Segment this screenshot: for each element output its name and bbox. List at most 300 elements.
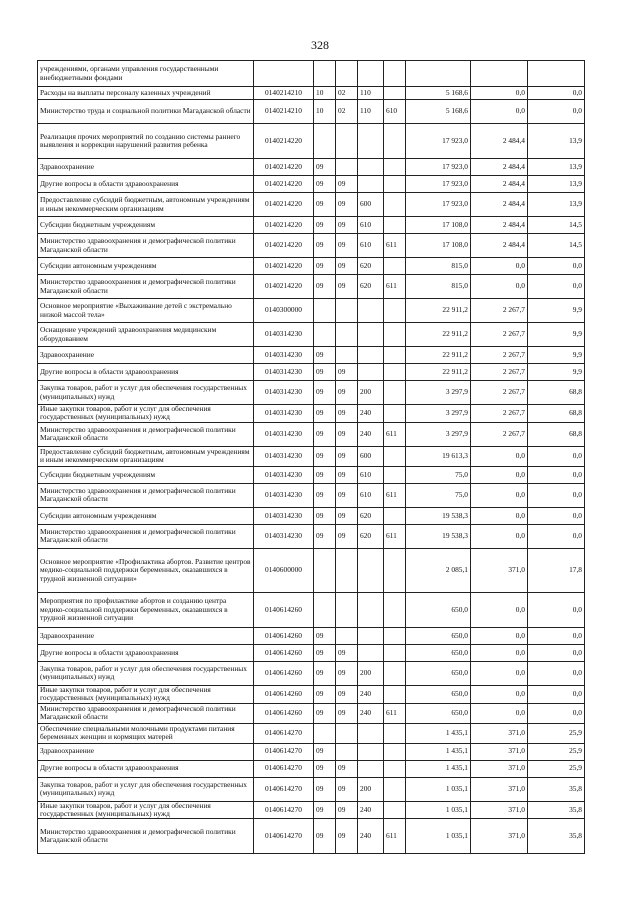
table-row bbox=[38, 507, 585, 524]
expense-type-code-cell bbox=[358, 347, 384, 364]
administrator-code-cell bbox=[384, 347, 406, 364]
percent-executed-cell: 13,9 bbox=[528, 176, 585, 193]
plan-amount-cell: 2 085,1 bbox=[406, 548, 471, 592]
target-code-cell: 0140600000 bbox=[254, 548, 314, 592]
actual-amount-cell: 0,0 bbox=[471, 592, 528, 627]
section-code-cell: 09 bbox=[314, 507, 336, 524]
administrator-code-cell bbox=[384, 644, 406, 661]
table-row bbox=[38, 422, 585, 446]
target-code-cell: 0140314230 bbox=[254, 446, 314, 466]
actual-amount-cell: 371,0 bbox=[471, 723, 528, 743]
actual-amount-cell: 0,0 bbox=[471, 507, 528, 524]
actual-amount-cell: 0,0 bbox=[471, 685, 528, 703]
section-code-cell: 09 bbox=[314, 405, 336, 423]
subsection-code-cell: 09 bbox=[336, 405, 358, 423]
subsection-code-cell bbox=[336, 323, 358, 347]
target-code-cell: 0140614270 bbox=[254, 760, 314, 777]
percent-executed-cell: 35,8 bbox=[528, 819, 585, 854]
subsection-code-cell bbox=[336, 627, 358, 644]
administrator-code-cell bbox=[384, 723, 406, 743]
administrator-code-cell: 611 bbox=[384, 234, 406, 258]
plan-amount-cell: 1 435,1 bbox=[406, 723, 471, 743]
section-code-cell: 09 bbox=[314, 760, 336, 777]
row-name-cell: Закупка товаров, работ и услуг для обеспечения государственных (муниципальных) нужд bbox=[38, 777, 254, 801]
actual-amount-cell: 371,0 bbox=[471, 743, 528, 760]
plan-amount-cell: 75,0 bbox=[406, 483, 471, 507]
target-code-cell: 0140314230 bbox=[254, 347, 314, 364]
actual-amount-cell: 371,0 bbox=[471, 801, 528, 819]
percent-executed-cell: 68,8 bbox=[528, 405, 585, 423]
table-row bbox=[38, 524, 585, 548]
target-code-cell: 0140314230 bbox=[254, 323, 314, 347]
plan-amount-cell bbox=[406, 61, 471, 87]
percent-executed-cell: 68,8 bbox=[528, 422, 585, 446]
table-row bbox=[38, 234, 585, 258]
percent-executed-cell: 9,9 bbox=[528, 299, 585, 323]
plan-amount-cell: 22 911,2 bbox=[406, 299, 471, 323]
actual-amount-cell: 2 267,7 bbox=[471, 347, 528, 364]
table-row bbox=[38, 466, 585, 483]
expense-type-code-cell: 620 bbox=[358, 524, 384, 548]
table-row bbox=[38, 703, 585, 723]
subsection-code-cell: 09 bbox=[336, 685, 358, 703]
percent-executed-cell: 9,9 bbox=[528, 347, 585, 364]
expense-type-code-cell: 610 bbox=[358, 483, 384, 507]
percent-executed-cell: 9,9 bbox=[528, 364, 585, 381]
actual-amount-cell: 0,0 bbox=[471, 703, 528, 723]
actual-amount-cell: 2 267,7 bbox=[471, 422, 528, 446]
target-code-cell: 0140314230 bbox=[254, 381, 314, 405]
table-row bbox=[38, 217, 585, 234]
table-row bbox=[38, 299, 585, 323]
expense-type-code-cell bbox=[358, 323, 384, 347]
table-row bbox=[38, 381, 585, 405]
row-name-cell: Другие вопросы в области здравоохранения bbox=[38, 644, 254, 661]
table-row bbox=[38, 61, 585, 87]
administrator-code-cell: 611 bbox=[384, 703, 406, 723]
plan-amount-cell: 19 538,3 bbox=[406, 524, 471, 548]
expense-type-code-cell: 110 bbox=[358, 87, 384, 100]
subsection-code-cell bbox=[336, 159, 358, 176]
table-row bbox=[38, 100, 585, 124]
row-name-cell: Здравоохранение bbox=[38, 627, 254, 644]
subsection-code-cell: 02 bbox=[336, 87, 358, 100]
table-row bbox=[38, 777, 585, 801]
row-name-cell: Иные закупки товаров, работ и услуг для обеспечения государственных (муниципальных) нужд bbox=[38, 685, 254, 703]
plan-amount-cell: 1 435,1 bbox=[406, 743, 471, 760]
subsection-code-cell: 09 bbox=[336, 466, 358, 483]
administrator-code-cell bbox=[384, 258, 406, 275]
section-code-cell: 09 bbox=[314, 466, 336, 483]
table-row bbox=[38, 275, 585, 299]
plan-amount-cell: 1 435,1 bbox=[406, 760, 471, 777]
table-row bbox=[38, 323, 585, 347]
row-name-cell: Реализация прочих мероприятий по созданию системы раннего выявления и коррекции нарушений развития ребенка bbox=[38, 124, 254, 159]
row-name-cell: Здравоохранение bbox=[38, 159, 254, 176]
target-code-cell: 0140214220 bbox=[254, 176, 314, 193]
administrator-code-cell bbox=[384, 661, 406, 685]
row-name-cell: Иные закупки товаров, работ и услуг для обеспечения государственных (муниципальных) нужд bbox=[38, 405, 254, 423]
row-name-cell: Министерство здравоохранения и демографической политики Магаданской области bbox=[38, 275, 254, 299]
actual-amount-cell: 371,0 bbox=[471, 760, 528, 777]
administrator-code-cell bbox=[384, 446, 406, 466]
subsection-code-cell: 09 bbox=[336, 703, 358, 723]
section-code-cell: 10 bbox=[314, 100, 336, 124]
administrator-code-cell: 611 bbox=[384, 483, 406, 507]
row-name-cell: учреждениями, органами управления государственными внебюджетными фондами bbox=[38, 61, 254, 87]
row-name-cell: Субсидии автономным учреждениям bbox=[38, 507, 254, 524]
table-row bbox=[38, 819, 585, 854]
target-code-cell: 0140214220 bbox=[254, 217, 314, 234]
percent-executed-cell: 25,9 bbox=[528, 723, 585, 743]
expense-type-code-cell: 610 bbox=[358, 234, 384, 258]
administrator-code-cell: 610 bbox=[384, 100, 406, 124]
subsection-code-cell bbox=[336, 592, 358, 627]
expense-type-code-cell bbox=[358, 548, 384, 592]
actual-amount-cell: 0,0 bbox=[471, 466, 528, 483]
percent-executed-cell: 0,0 bbox=[528, 466, 585, 483]
plan-amount-cell: 17 923,0 bbox=[406, 159, 471, 176]
actual-amount-cell: 2 484,4 bbox=[471, 234, 528, 258]
budget-table bbox=[37, 60, 585, 854]
plan-amount-cell: 650,0 bbox=[406, 592, 471, 627]
target-code-cell: 0140214220 bbox=[254, 275, 314, 299]
plan-amount-cell: 1 035,1 bbox=[406, 819, 471, 854]
percent-executed-cell: 0,0 bbox=[528, 483, 585, 507]
table-row bbox=[38, 760, 585, 777]
percent-executed-cell: 13,9 bbox=[528, 124, 585, 159]
percent-executed-cell bbox=[528, 61, 585, 87]
expense-type-code-cell: 600 bbox=[358, 446, 384, 466]
percent-executed-cell: 25,9 bbox=[528, 743, 585, 760]
row-name-cell: Министерство здравоохранения и демографической политики Магаданской области bbox=[38, 819, 254, 854]
administrator-code-cell: 611 bbox=[384, 819, 406, 854]
expense-type-code-cell bbox=[358, 364, 384, 381]
actual-amount-cell: 2 267,7 bbox=[471, 405, 528, 423]
plan-amount-cell: 17 923,0 bbox=[406, 124, 471, 159]
subsection-code-cell bbox=[336, 743, 358, 760]
administrator-code-cell bbox=[384, 466, 406, 483]
section-code-cell bbox=[314, 723, 336, 743]
subsection-code-cell: 09 bbox=[336, 777, 358, 801]
table-row bbox=[38, 483, 585, 507]
percent-executed-cell: 35,8 bbox=[528, 777, 585, 801]
row-name-cell: Обеспечение специальными молочными продуктами питания беременных женщин и кормящих матерей bbox=[38, 723, 254, 743]
plan-amount-cell: 3 297,9 bbox=[406, 381, 471, 405]
administrator-code-cell bbox=[384, 193, 406, 217]
row-name-cell: Субсидии бюджетным учреждениям bbox=[38, 217, 254, 234]
subsection-code-cell: 09 bbox=[336, 193, 358, 217]
actual-amount-cell: 0,0 bbox=[471, 100, 528, 124]
expense-type-code-cell bbox=[358, 176, 384, 193]
table-row bbox=[38, 364, 585, 381]
target-code-cell: 0140314230 bbox=[254, 483, 314, 507]
expense-type-code-cell bbox=[358, 299, 384, 323]
expense-type-code-cell: 200 bbox=[358, 777, 384, 801]
row-name-cell: Основное мероприятие «Профилактика абортов. Развитие центров медико-социальной поддержки беременных, оказавшихся в трудной жизненной ситуации» bbox=[38, 548, 254, 592]
percent-executed-cell: 0,0 bbox=[528, 592, 585, 627]
administrator-code-cell bbox=[384, 323, 406, 347]
expense-type-code-cell bbox=[358, 592, 384, 627]
plan-amount-cell: 17 108,0 bbox=[406, 234, 471, 258]
expense-type-code-cell: 110 bbox=[358, 100, 384, 124]
administrator-code-cell bbox=[384, 627, 406, 644]
plan-amount-cell: 650,0 bbox=[406, 685, 471, 703]
subsection-code-cell: 09 bbox=[336, 176, 358, 193]
section-code-cell: 09 bbox=[314, 446, 336, 466]
administrator-code-cell: 611 bbox=[384, 422, 406, 446]
section-code-cell: 09 bbox=[314, 193, 336, 217]
row-name-cell: Здравоохранение bbox=[38, 743, 254, 760]
administrator-code-cell bbox=[384, 299, 406, 323]
target-code-cell bbox=[254, 61, 314, 87]
plan-amount-cell: 75,0 bbox=[406, 466, 471, 483]
administrator-code-cell bbox=[384, 685, 406, 703]
section-code-cell: 09 bbox=[314, 176, 336, 193]
subsection-code-cell: 09 bbox=[336, 819, 358, 854]
percent-executed-cell: 0,0 bbox=[528, 661, 585, 685]
expense-type-code-cell: 600 bbox=[358, 193, 384, 217]
plan-amount-cell: 3 297,9 bbox=[406, 422, 471, 446]
section-code-cell: 09 bbox=[314, 627, 336, 644]
percent-executed-cell: 0,0 bbox=[528, 507, 585, 524]
subsection-code-cell: 09 bbox=[336, 483, 358, 507]
table-row bbox=[38, 548, 585, 592]
row-name-cell: Предоставление субсидий бюджетным, автономным учреждениям и иным некоммерческим организациям bbox=[38, 193, 254, 217]
expense-type-code-cell bbox=[358, 644, 384, 661]
row-name-cell: Здравоохранение bbox=[38, 347, 254, 364]
row-name-cell: Оснащение учреждений здравоохранения медицинским оборудованием bbox=[38, 323, 254, 347]
expense-type-code-cell: 610 bbox=[358, 466, 384, 483]
expense-type-code-cell: 620 bbox=[358, 258, 384, 275]
section-code-cell: 09 bbox=[314, 234, 336, 258]
expense-type-code-cell: 240 bbox=[358, 422, 384, 446]
subsection-code-cell: 09 bbox=[336, 234, 358, 258]
actual-amount-cell: 0,0 bbox=[471, 644, 528, 661]
subsection-code-cell: 09 bbox=[336, 801, 358, 819]
percent-executed-cell: 9,9 bbox=[528, 323, 585, 347]
administrator-code-cell bbox=[384, 548, 406, 592]
plan-amount-cell: 22 911,2 bbox=[406, 364, 471, 381]
target-code-cell: 0140314230 bbox=[254, 466, 314, 483]
actual-amount-cell: 2 484,4 bbox=[471, 159, 528, 176]
row-name-cell: Субсидии бюджетным учреждениям bbox=[38, 466, 254, 483]
subsection-code-cell: 09 bbox=[336, 381, 358, 405]
percent-executed-cell: 13,9 bbox=[528, 193, 585, 217]
target-code-cell: 0140314230 bbox=[254, 364, 314, 381]
administrator-code-cell bbox=[384, 381, 406, 405]
administrator-code-cell bbox=[384, 159, 406, 176]
actual-amount-cell: 0,0 bbox=[471, 627, 528, 644]
table-row bbox=[38, 405, 585, 423]
percent-executed-cell: 17,8 bbox=[528, 548, 585, 592]
plan-amount-cell: 815,0 bbox=[406, 258, 471, 275]
plan-amount-cell: 17 923,0 bbox=[406, 176, 471, 193]
row-name-cell: Другие вопросы в области здравоохранения bbox=[38, 176, 254, 193]
target-code-cell: 0140214210 bbox=[254, 100, 314, 124]
row-name-cell: Министерство здравоохранения и демографической политики Магаданской области bbox=[38, 483, 254, 507]
target-code-cell: 0140314230 bbox=[254, 405, 314, 423]
plan-amount-cell: 650,0 bbox=[406, 703, 471, 723]
section-code-cell: 09 bbox=[314, 801, 336, 819]
actual-amount-cell: 2 484,4 bbox=[471, 176, 528, 193]
expense-type-code-cell bbox=[358, 627, 384, 644]
target-code-cell: 0140614270 bbox=[254, 743, 314, 760]
row-name-cell: Иные закупки товаров, работ и услуг для обеспечения государственных (муниципальных) нужд bbox=[38, 801, 254, 819]
expense-type-code-cell: 610 bbox=[358, 217, 384, 234]
row-name-cell: Министерство здравоохранения и демографической политики Магаданской области bbox=[38, 703, 254, 723]
target-code-cell: 0140614260 bbox=[254, 644, 314, 661]
section-code-cell bbox=[314, 61, 336, 87]
target-code-cell: 0140314230 bbox=[254, 507, 314, 524]
page-number: 328 bbox=[311, 38, 329, 52]
plan-amount-cell: 17 923,0 bbox=[406, 193, 471, 217]
subsection-code-cell: 09 bbox=[336, 446, 358, 466]
subsection-code-cell bbox=[336, 723, 358, 743]
row-name-cell: Субсидии автономным учреждениям bbox=[38, 258, 254, 275]
subsection-code-cell: 09 bbox=[336, 661, 358, 685]
table-row bbox=[38, 124, 585, 159]
actual-amount-cell: 0,0 bbox=[471, 524, 528, 548]
administrator-code-cell bbox=[384, 405, 406, 423]
percent-executed-cell: 68,8 bbox=[528, 381, 585, 405]
administrator-code-cell bbox=[384, 777, 406, 801]
expense-type-code-cell: 240 bbox=[358, 819, 384, 854]
actual-amount-cell: 2 267,7 bbox=[471, 299, 528, 323]
percent-executed-cell: 13,9 bbox=[528, 159, 585, 176]
table-row bbox=[38, 446, 585, 466]
actual-amount-cell bbox=[471, 61, 528, 87]
expense-type-code-cell: 240 bbox=[358, 405, 384, 423]
subsection-code-cell: 09 bbox=[336, 422, 358, 446]
row-name-cell: Министерство здравоохранения и демографической политики Магаданской области bbox=[38, 524, 254, 548]
section-code-cell bbox=[314, 323, 336, 347]
target-code-cell: 0140614260 bbox=[254, 592, 314, 627]
table-row bbox=[38, 743, 585, 760]
table-row bbox=[38, 176, 585, 193]
subsection-code-cell bbox=[336, 124, 358, 159]
percent-executed-cell: 0,0 bbox=[528, 258, 585, 275]
plan-amount-cell: 5 168,6 bbox=[406, 100, 471, 124]
actual-amount-cell: 2 484,4 bbox=[471, 193, 528, 217]
administrator-code-cell bbox=[384, 743, 406, 760]
target-code-cell: 0140214220 bbox=[254, 159, 314, 176]
administrator-code-cell bbox=[384, 124, 406, 159]
percent-executed-cell: 14,5 bbox=[528, 234, 585, 258]
target-code-cell: 0140314230 bbox=[254, 524, 314, 548]
expense-type-code-cell: 620 bbox=[358, 507, 384, 524]
plan-amount-cell: 650,0 bbox=[406, 644, 471, 661]
section-code-cell: 09 bbox=[314, 685, 336, 703]
subsection-code-cell bbox=[336, 61, 358, 87]
subsection-code-cell bbox=[336, 299, 358, 323]
row-name-cell: Другие вопросы в области здравоохранения bbox=[38, 760, 254, 777]
plan-amount-cell: 22 911,2 bbox=[406, 347, 471, 364]
table-row bbox=[38, 193, 585, 217]
percent-executed-cell: 0,0 bbox=[528, 446, 585, 466]
plan-amount-cell: 19 613,3 bbox=[406, 446, 471, 466]
section-code-cell: 09 bbox=[314, 483, 336, 507]
administrator-code-cell bbox=[384, 87, 406, 100]
expense-type-code-cell: 240 bbox=[358, 801, 384, 819]
expense-type-code-cell: 240 bbox=[358, 703, 384, 723]
percent-executed-cell: 0,0 bbox=[528, 644, 585, 661]
section-code-cell bbox=[314, 124, 336, 159]
section-code-cell: 09 bbox=[314, 819, 336, 854]
row-name-cell: Министерство здравоохранения и демографической политики Магаданской области bbox=[38, 234, 254, 258]
percent-executed-cell: 0,0 bbox=[528, 524, 585, 548]
row-name-cell: Закупка товаров, работ и услуг для обеспечения государственных (муниципальных) нужд bbox=[38, 661, 254, 685]
target-code-cell: 0140614260 bbox=[254, 703, 314, 723]
table-row bbox=[38, 661, 585, 685]
subsection-code-cell bbox=[336, 347, 358, 364]
table-row bbox=[38, 723, 585, 743]
percent-executed-cell: 25,9 bbox=[528, 760, 585, 777]
administrator-code-cell bbox=[384, 507, 406, 524]
administrator-code-cell bbox=[384, 801, 406, 819]
section-code-cell bbox=[314, 299, 336, 323]
percent-executed-cell: 0,0 bbox=[528, 703, 585, 723]
section-code-cell: 09 bbox=[314, 524, 336, 548]
actual-amount-cell: 2 267,7 bbox=[471, 364, 528, 381]
section-code-cell: 09 bbox=[314, 661, 336, 685]
administrator-code-cell bbox=[384, 176, 406, 193]
percent-executed-cell: 0,0 bbox=[528, 685, 585, 703]
table-row bbox=[38, 592, 585, 627]
plan-amount-cell: 5 168,6 bbox=[406, 87, 471, 100]
actual-amount-cell: 0,0 bbox=[471, 661, 528, 685]
administrator-code-cell: 611 bbox=[384, 275, 406, 299]
row-name-cell: Расходы на выплаты персоналу казенных учреждений bbox=[38, 87, 254, 100]
section-code-cell: 09 bbox=[314, 159, 336, 176]
plan-amount-cell: 3 297,9 bbox=[406, 405, 471, 423]
target-code-cell: 0140314230 bbox=[254, 422, 314, 446]
table-row bbox=[38, 801, 585, 819]
actual-amount-cell: 2 267,7 bbox=[471, 381, 528, 405]
percent-executed-cell: 0,0 bbox=[528, 627, 585, 644]
section-code-cell bbox=[314, 592, 336, 627]
subsection-code-cell: 09 bbox=[336, 524, 358, 548]
expense-type-code-cell bbox=[358, 760, 384, 777]
subsection-code-cell: 09 bbox=[336, 275, 358, 299]
table-row bbox=[38, 159, 585, 176]
plan-amount-cell: 650,0 bbox=[406, 661, 471, 685]
actual-amount-cell: 0,0 bbox=[471, 446, 528, 466]
actual-amount-cell: 371,0 bbox=[471, 777, 528, 801]
section-code-cell: 09 bbox=[314, 777, 336, 801]
administrator-code-cell bbox=[384, 217, 406, 234]
target-code-cell: 0140614270 bbox=[254, 777, 314, 801]
table-row bbox=[38, 347, 585, 364]
target-code-cell: 0140300000 bbox=[254, 299, 314, 323]
section-code-cell: 10 bbox=[314, 87, 336, 100]
plan-amount-cell: 1 035,1 bbox=[406, 777, 471, 801]
administrator-code-cell: 611 bbox=[384, 524, 406, 548]
administrator-code-cell bbox=[384, 364, 406, 381]
expense-type-code-cell bbox=[358, 743, 384, 760]
section-code-cell: 09 bbox=[314, 703, 336, 723]
plan-amount-cell: 650,0 bbox=[406, 627, 471, 644]
actual-amount-cell: 371,0 bbox=[471, 819, 528, 854]
expense-type-code-cell: 240 bbox=[358, 685, 384, 703]
section-code-cell: 09 bbox=[314, 258, 336, 275]
section-code-cell: 09 bbox=[314, 422, 336, 446]
section-code-cell: 09 bbox=[314, 217, 336, 234]
actual-amount-cell: 0,0 bbox=[471, 87, 528, 100]
table-row bbox=[38, 258, 585, 275]
row-name-cell: Закупка товаров, работ и услуг для обеспечения государственных (муниципальных) нужд bbox=[38, 381, 254, 405]
expense-type-code-cell: 200 bbox=[358, 661, 384, 685]
